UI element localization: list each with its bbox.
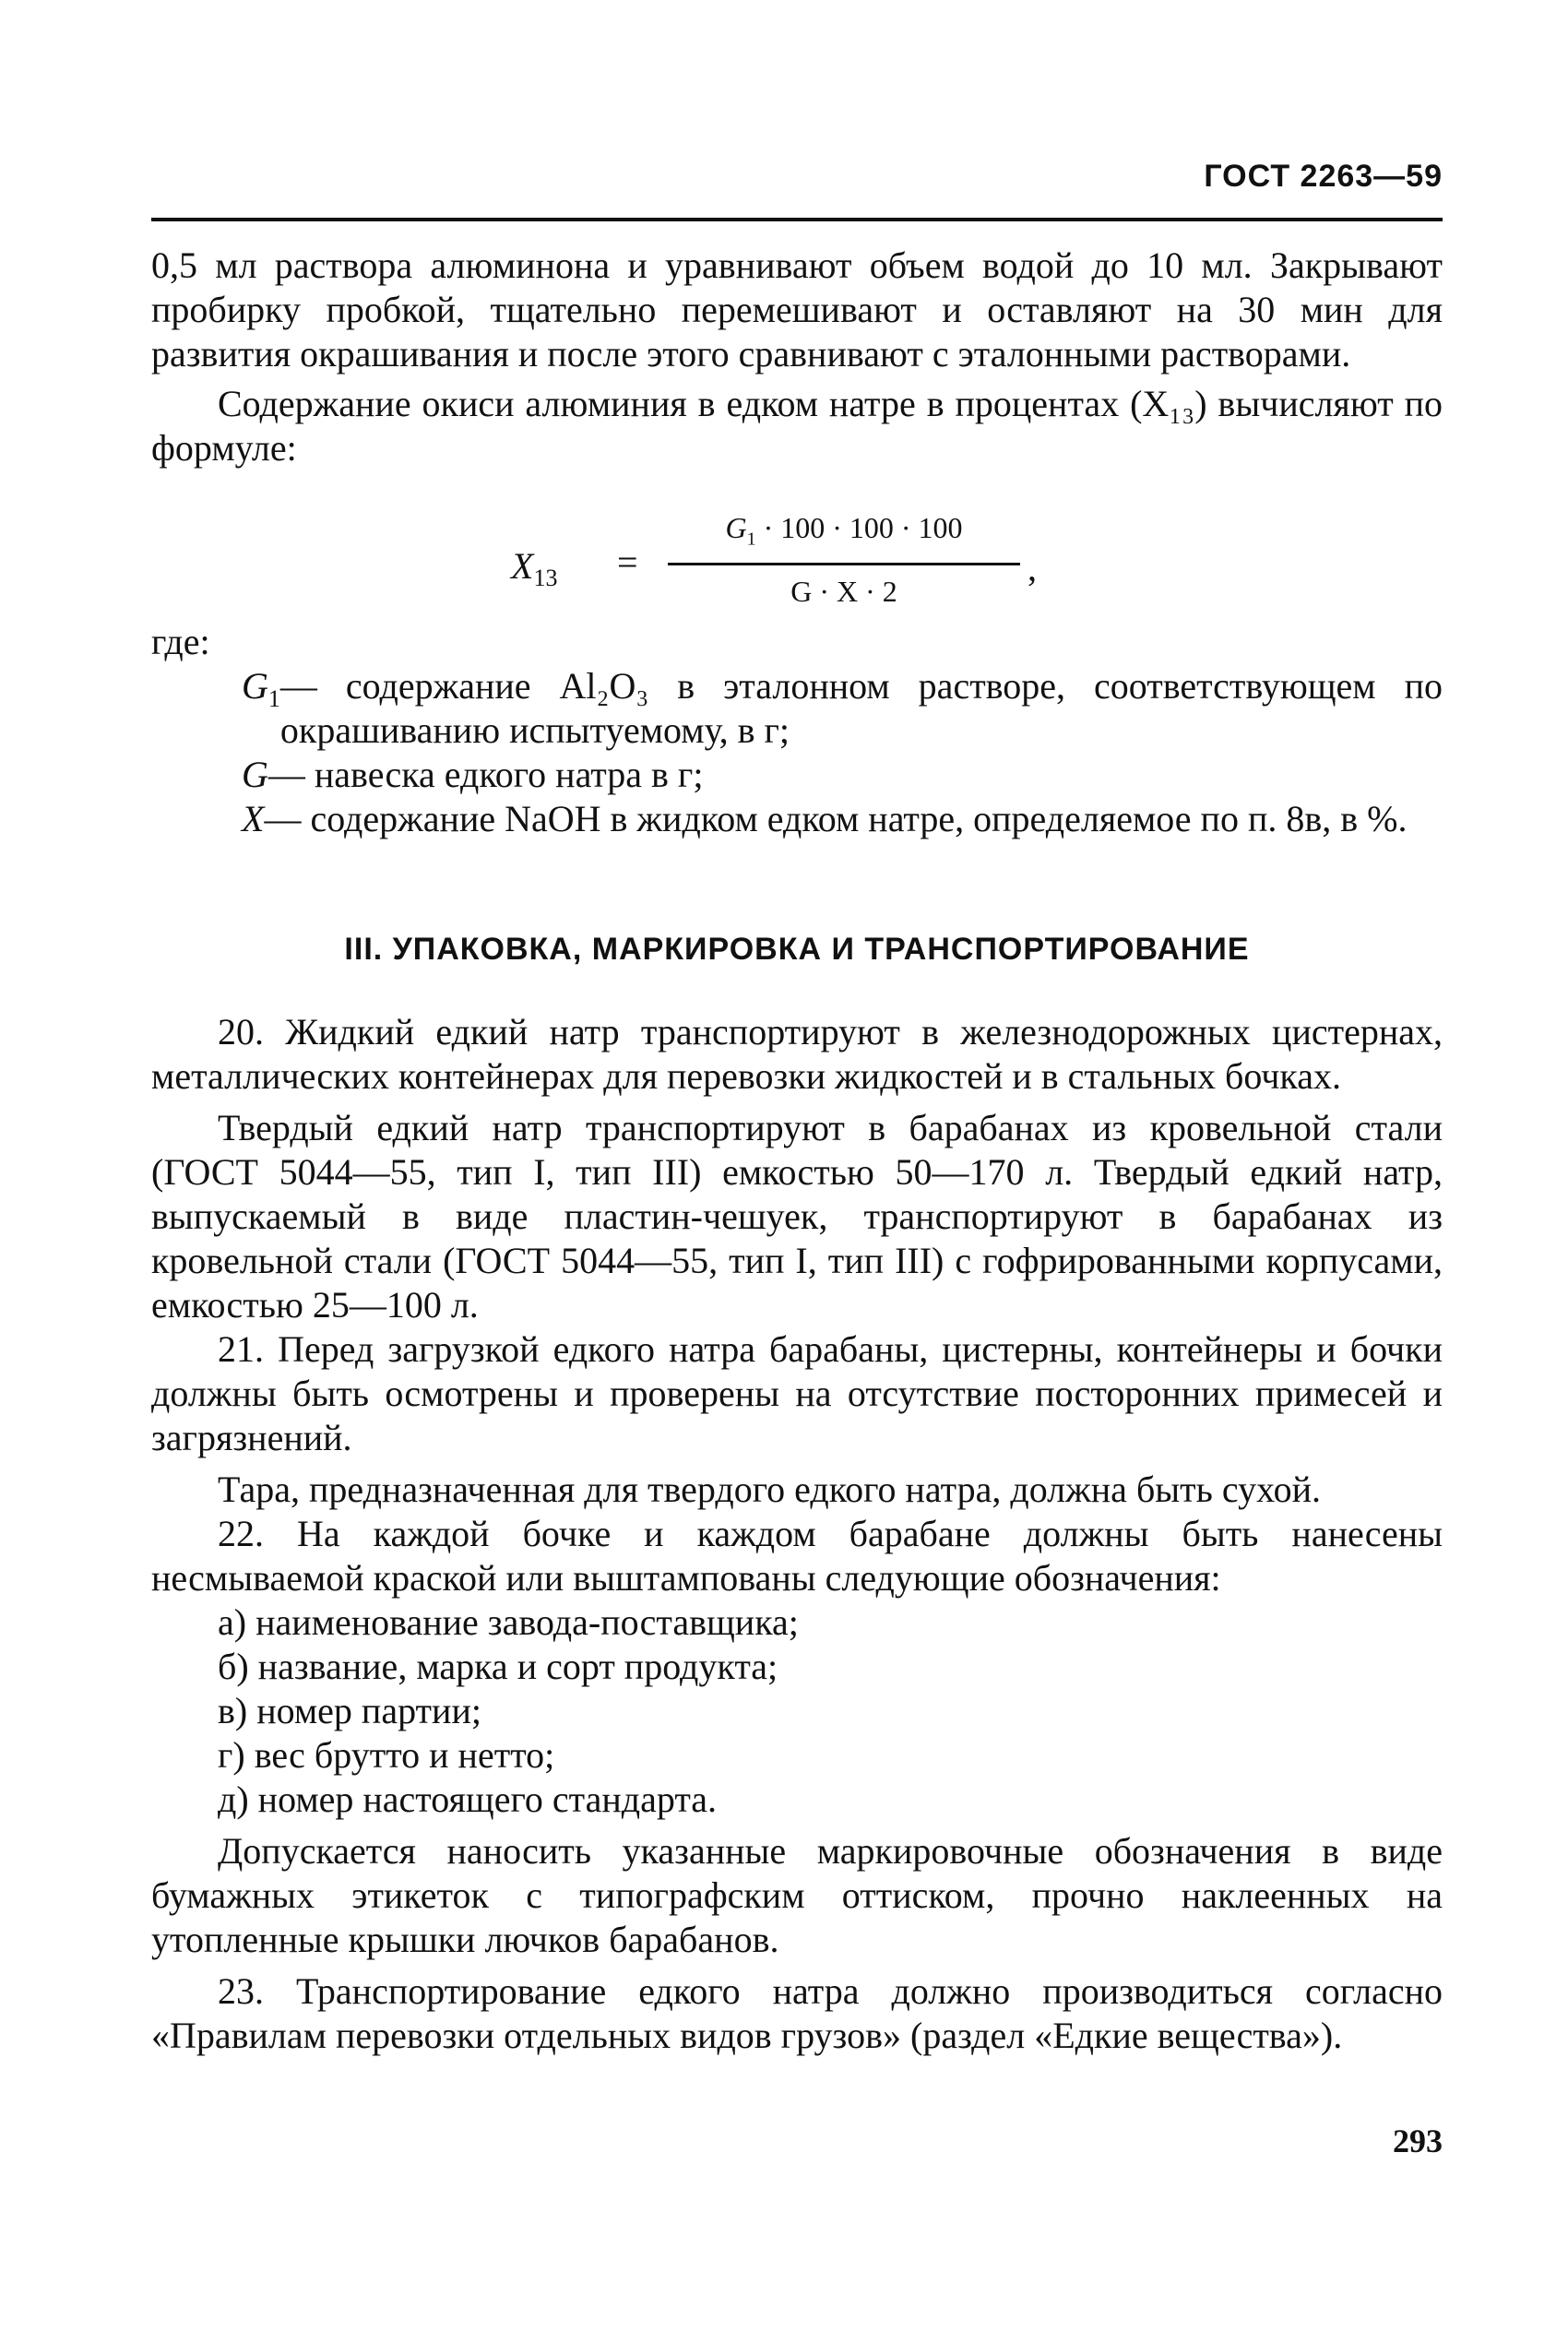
section-body [151,1010,1443,2058]
list-item: г) вес брутто и нетто; [218,1734,555,1776]
list-item: б) название, марка и сорт продукта; [218,1646,778,1687]
list-item: д) номер настоящего стандарта. [218,1778,718,1820]
header-rule [151,218,1443,221]
definition-item: G — навеска едкого натра в г; [242,754,704,795]
paragraph-alumininon: 0,5 мл раствора алюминона и уравнивают объем водой до 10 мл. Закрывают пробирку пробкой, тщательно перемешивают и оставляют на 30 мин для развития окрашивания и после этого сравнивают с эталонными растворами. [151,244,1443,375]
list-item: в) номер партии; [218,1690,481,1731]
paragraph-20-solid: Твердый едкий натр транспортируют в барабанах из кровельной стали (ГОСТ 5044—55, тип I, тип III) емкостью 50—170 л. Твердый едкий натр, выпускаемый в виде пластин-чешуек, транспортируют в барабанах из кровельной стали (ГОСТ 5044—55, тип I, тип III) с гофрированными корпусами, емкостью 25—100 л. [151,1107,1443,1326]
paragraph-formula-intro: Содержание окиси алюминия в едком натре в процентах (X₁₃) вычисляют по формуле: [151,383,1443,469]
paragraph-21-container: Тара, предназначенная для твердого едкого натра, должна быть сухой. [218,1469,1321,1510]
formula-comma: , [1028,547,1037,589]
variable-definitions [242,664,1443,841]
where-label: где: [151,621,210,662]
formula-equals: = [617,541,638,583]
formula-lhs: $X_{13}$ [511,545,558,591]
page-number: 293 [1393,2123,1443,2159]
document-page [151,148,1443,2269]
fraction-bar [668,563,1020,565]
formula-denominator: G · X · 2 [790,575,897,609]
formula-fraction [668,509,1020,610]
definition-item: X — содержание NaOH в жидком едком натре, определяемое по п. 8в, в %. [242,798,1408,839]
standard-header: ГОСТ 2263—59 [1204,159,1443,194]
paragraph-20: 20. Жидкий едкий натр транспортируют в железнодорожных цистернах, металлических контейнерах для перевозки жидкостей и в стальных бочках. [151,1011,1443,1097]
paragraph-22-labels: Допускается наносить указанные маркировочные обозначения в виде бумажных этикеток с типографским оттиском, прочно наклеенных на утопленные крышки лючков барабанов. [151,1830,1443,1960]
definition-item: $G_1$ — содержание Al₂O₃ в эталонном растворе, соответствующем по окрашиванию испытуемому, в г; [242,665,1443,751]
section-title: III. УПАКОВКА, МАРКИРОВКА И ТРАНСПОРТИРОВАНИЕ [344,932,1250,967]
formula-numerator: $G_1 \cdot 100 \cdot 100 \cdot 100$ [725,511,963,550]
intro-text [151,244,1443,470]
paragraph-21: 21. Перед загрузкой едкого натра барабаны, цистерны, контейнеры и бочки должны быть осмотрены и проверены на отсутствие посторонних примесей и загрязнений. [151,1328,1443,1458]
marking-list [151,1600,1443,1822]
list-item: а) наименование завода-поставщика; [218,1601,799,1643]
paragraph-23: 23. Транспортирование едкого натра должно производиться согласно «Правилам перевозки отдельных видов грузов» (раздел «Едкие вещества»). [151,1970,1443,2056]
paragraph-22: 22. На каждой бочке и каждом барабане должны быть нанесены несмываемой краской или выштампованы следующие обозначения: [151,1513,1443,1599]
